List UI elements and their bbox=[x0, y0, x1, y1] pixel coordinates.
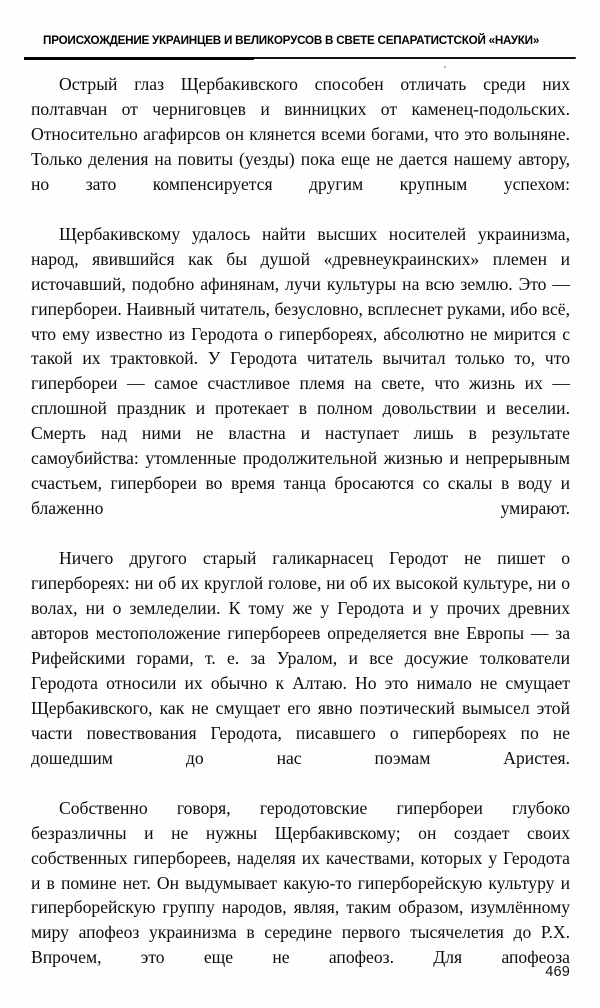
paragraph: Собственно говоря, геродотовские гипербореи глубоко безразличны и не нужны Щербакивскому; он создает своих собственных гипербореев, наделяя их качествами, которых у Геродота и в помине нет. Он выдумывает какую-то гиперборейскую культуру и гиперборейскую группу народов, являя, таким образом, изумлённому миру апофеоз украинизма в середине первого тысячелетия до Р.Х. Впрочем, это еще не апофеоз. Для апофеоза bbox=[31, 797, 570, 968]
scan-speck bbox=[444, 66, 446, 68]
paragraph: Ничего другого старый галикарнасец Геродот не пишет о гипербореях: ни об их круглой голове, ни об их высокой культуре, ни о волах, ни о земледелии. К тому же у Геродота и у прочих древних авторов местоположение гипербореев определяется вне Европы — за Рифейскими горами, т. е. за Уралом, и все досужие толкователи Геродота относили их обычно к Алтаю. Но это нимало не смущает Щербакивского, как не смущает его явно поэтический вымысел этой части повествования Геродота, писавшего о гипербореях по не дошедшим до нас поэмам Аристея. bbox=[31, 548, 570, 768]
running-header: ПРОИСХОЖДЕНИЕ УКРАИНЦЕВ И ВЕЛИКОРУСОВ В СВЕТЕ СЕПАРАТИСТСКОЙ «НАУКИ» bbox=[43, 33, 540, 47]
header-rule bbox=[24, 57, 576, 59]
paragraph: Щербакивскому удалось найти высших носителей украинизма, народ, явившийся как бы душой «древнеукраинских» племен и источавший, подобно афинянам, лучи культуры на всю землю. Это — гипербореи. Наивный читатель, безусловно, всплеснет руками, ибо всё, что ему известно из Геродота о гипербореях, абсолютно не мирится с такой их трактовкой. У Геродота читатель вычитал только то, что гипербореи — самое счастливое племя на свете, что жизнь их — сплошной праздник и протекает в полном довольствии и веселии. Смерть над ними не властна и наступает лишь в результате самоубийства: утомленные продолжительной жизнью и непрерывным счастьем, гипербореи во время танца бросаются со скалы в воду и блаженно умирают. bbox=[31, 223, 570, 519]
page-number: 469 bbox=[545, 964, 570, 980]
paragraph: Острый глаз Щербакивского способен отличать среди них полтавчан от черниговцев и винницких от каменец-подольских. Относительно агафирсов он клянется всеми богами, что это волыняне. Только деления на повиты (уезды) пока еще не дается нашему автору, но зато компенсируется другим крупным успехом: bbox=[31, 74, 570, 194]
body-text-column bbox=[31, 72, 570, 995]
